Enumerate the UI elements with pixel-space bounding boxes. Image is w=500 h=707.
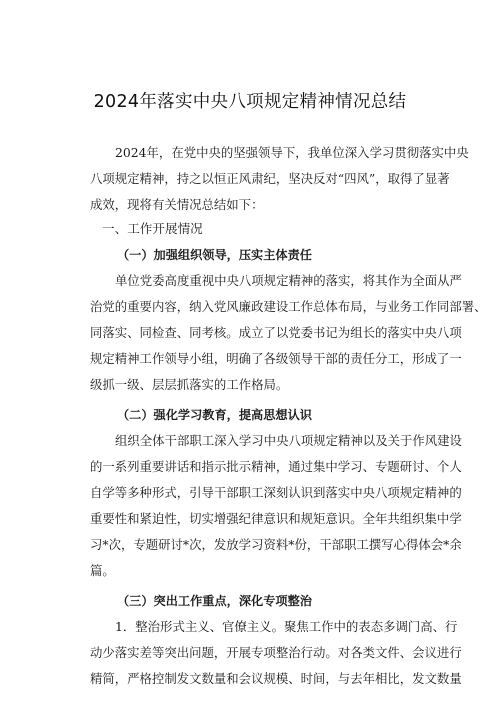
paragraph-line: 习*次，专题研讨*次，发放学习资料*份，干部职工撰写心得体会*余 [90,537,462,552]
subsection-heading: （三）突出工作重点，深化专项整治 [117,594,312,608]
paragraph-line: 成效，现将有关情况总结如下： [90,197,264,212]
paragraph-first-line: 组织全体干部职工深入学习中央八项规定精神以及关于作风建设 [115,433,462,448]
paragraph-line: 级抓一级、层层抓落实的工作格局。 [90,377,289,392]
paragraph-line: 同落实、同检查、同考核。成立了以党委书记为组长的落实中央八项 [90,325,462,340]
paragraph-first-line: 2024年，在党中央的坚强领导下，我单位深入学习贯彻落实中央 [115,145,469,160]
document-body [90,140,487,692]
paragraph-line: 精简，严格控制发文数量和会议规模、时间，与去年相比，发文数量 [90,671,462,686]
paragraph-line: 治党的重要内容，纳入党风廉政建设工作总体布局，与业务工作同部署、 [90,299,487,314]
paragraph-line: 八项规定精神，持之以恒正风肃纪，坚决反对“四风”，取得了显著 [90,171,450,186]
subsection-heading: （二）强化学习教育，提高思想认识 [117,408,312,422]
paragraph-line: 的一系列重要讲话和指示批示精神，通过集中学习、专题研讨、个人 [90,459,462,474]
section-heading: 一、工作开展情况 [102,221,203,236]
paragraph-line: 重要性和紧迫性，切实增强纪律意识和规矩意识。全年共组织集中学 [90,511,462,526]
document-title: 2024年落实中央八项规定精神情况总结 [93,92,407,112]
paragraph-first-line: 1．整治形式主义、官僚主义。聚焦工作中的表态多调门高、行 [115,619,458,634]
paragraph-line: 规定精神工作领导小组，明确了各级领导干部的责任分工，形成了一 [90,351,462,366]
paragraph-line: 自学等多种形式，引导干部职工深刻认识到落实中央八项规定精神的 [90,485,462,500]
paragraph-line: 篇。 [90,563,115,578]
subsection-heading: （一）加强组织领导，压实主体责任 [117,248,312,262]
paragraph-line: 动少落实差等突出问题，开展专项整治行动。对各类文件、会议进行 [90,645,462,660]
paragraph-first-line: 单位党委高度重视中央八项规定精神的落实，将其作为全面从严 [115,273,462,288]
